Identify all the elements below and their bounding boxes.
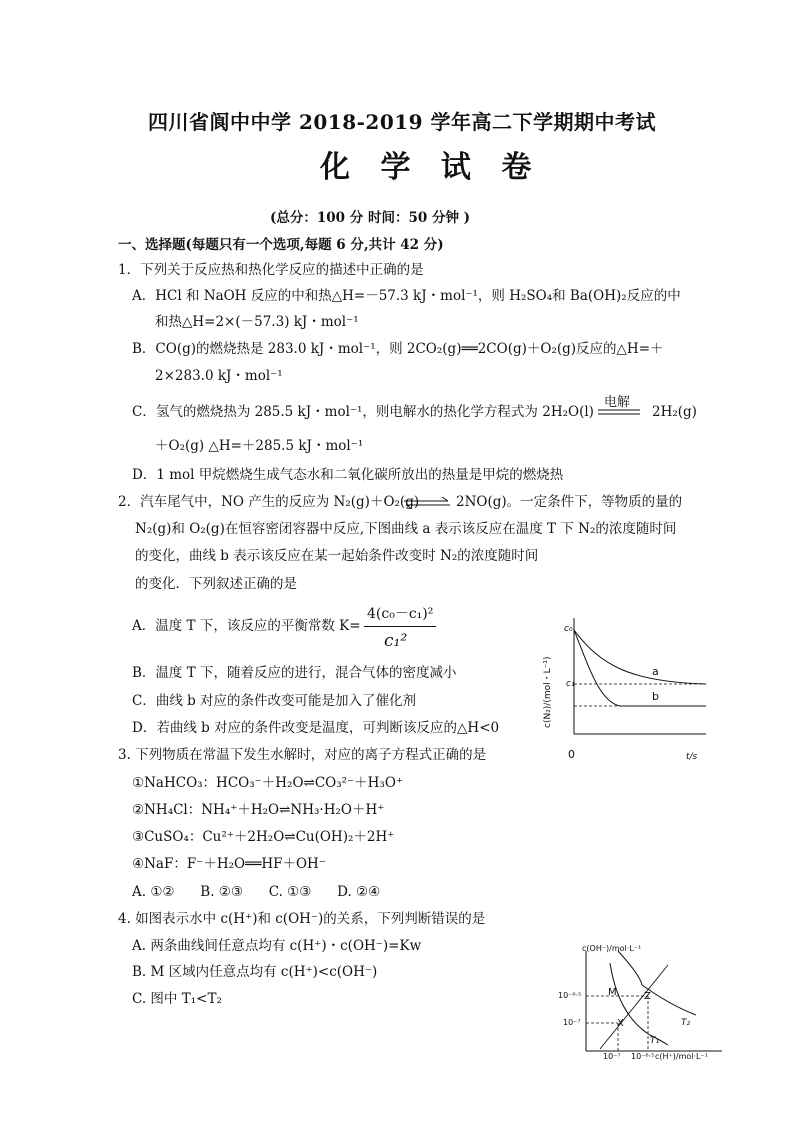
q1-stem: 1．下列关于反应热和热化学反应的描述中正确的是 [118, 262, 424, 278]
q2-stem-line4: 的变化．下列叙述正确的是 [135, 576, 297, 592]
q2-fraction-bar [364, 626, 436, 627]
q4-graph-label-t2: T₂ [681, 1018, 691, 1028]
q1-double-line-sign [598, 408, 640, 416]
q4-option-c: C. 图中 T₁<T₂ [132, 991, 222, 1007]
q4-graph-ylabel: c(OH⁻)/mol·L⁻¹ [582, 944, 642, 953]
q2-stem-line1a: 2．汽车尾气中，NO 产生的反应为 N₂(g)＋O₂(g) [118, 494, 420, 510]
q2-option-c: C．曲线 b 对应的条件改变可能是加入了催化剂 [132, 693, 417, 709]
q2-option-d: D．若曲线 b 对应的条件改变是温度，可判断该反应的△H<0 [132, 720, 500, 736]
q4-graph-label-t1: T₁ [650, 1036, 660, 1046]
q4-water-ion-graph [550, 945, 730, 1060]
section-heading: 一、选择题(每题只有一个选项,每题 6 分,共计 42 分) [118, 237, 444, 253]
q4-curve-t2 [618, 951, 696, 1015]
q4-stem: 4. 如图表示水中 c(H⁺)和 c(OH⁻)的关系，下列判断错误的是 [118, 911, 486, 927]
q4-graph-label-x: X [617, 1018, 624, 1029]
q2-curve-b [574, 630, 706, 706]
q4-option-b: B. M 区域内任意点均有 c(H⁺)<c(OH⁻) [132, 964, 378, 980]
q1-electrolysis-label: 电解 [604, 395, 631, 410]
q2-graph-c0: c₀ [564, 624, 573, 634]
q1-option-a-line2: 和热△H=2×(－57.3) kJ・mol⁻¹ [155, 314, 359, 330]
q2-graph-curve-a-label: a [652, 665, 659, 678]
q1-option-c-line1: C．氢气的燃烧热为 285.5 kJ・mol⁻¹，则电解水的热化学方程式为 2H₂O(l) [132, 404, 594, 420]
q3-equation-1: ①NaHCO₃：HCO₃⁻＋H₂O⇌CO₃²⁻＋H₃O⁺ [132, 775, 404, 791]
exam-meta: (总分：100 分 时间：50 分钟 ) [270, 210, 471, 226]
q2-graph-origin: 0 [568, 748, 575, 761]
q2-option-a-prefix: A．温度 T 下，该反应的平衡常数 K= [132, 618, 361, 634]
q2-option-b: B．温度 T 下，随着反应的进行，混合气体的密度减小 [132, 665, 457, 681]
q2-graph-c1: c₁ [566, 679, 575, 689]
q2-stem-line3: 的变化，曲线 b 表示该反应在某一起始条件改变时 N₂的浓度随时间 [135, 548, 539, 564]
q2-graph-curve-b-label: b [652, 690, 659, 703]
exam-subject-title: 化 学 试 卷 [320, 150, 542, 185]
q2-option-a-numerator: 4(c₀－c₁)² [367, 606, 434, 622]
q2-graph-xlabel: t/s [686, 752, 698, 762]
q4-graph-y-tick-1: 10⁻⁶·⁵ [558, 991, 582, 1000]
q2-graph-ylabel: c(N₂)/(mol・L⁻¹) [543, 656, 553, 728]
q4-graph-xlabel: c(H⁺)/mol·L⁻¹ [655, 1052, 708, 1061]
q3-options: A. ①② B. ②③ C. ①③ D. ②④ [132, 884, 381, 900]
q1-option-c-product: 2H₂(g) [652, 404, 697, 420]
q1-option-d: D．1 mol 甲烷燃烧生成气态水和二氧化碳所放出的热量是甲烷的燃烧热 [132, 467, 564, 483]
exam-school-title: 四川省阆中中学 2018-2019 学年高二下学期期中考试 [148, 110, 657, 134]
q3-equation-3: ③CuSO₄：Cu²⁺＋2H₂O⇌Cu(OH)₂＋2H⁺ [132, 829, 395, 845]
q4-graph-x-tick-2: 10⁻⁶·⁵ [631, 1052, 655, 1061]
q2-option-a-denominator: c₁² [384, 631, 408, 651]
q1-option-c-line2: ＋O₂(g) △H=＋285.5 kJ・mol⁻¹ [155, 438, 364, 454]
q2-concentration-graph [540, 610, 710, 770]
q4-graph-label-m: M [608, 987, 617, 998]
q1-option-b-line2: 2×283.0 kJ・mol⁻¹ [155, 368, 283, 384]
q4-graph-x-tick-1: 10⁻⁷ [603, 1052, 621, 1061]
q2-stem-line1b: 2NO(g)。一定条件下，等物质的量的 [456, 494, 683, 510]
q2-stem-line2: N₂(g)和 O₂(g)在恒容密闭容器中反应,下图曲线 a 表示该反应在温度 T 下 N₂的浓度随时间 [135, 521, 677, 537]
q3-stem: 3. 下列物质在常温下发生水解时，对应的离子方程式正确的是 [118, 747, 487, 763]
q4-option-a: A. 两条曲线间任意点均有 c(H⁺)・c(OH⁻)=Kw [132, 938, 422, 954]
q2-equilibrium-arrow-icon [402, 497, 452, 509]
q4-graph-label-z: Z [644, 991, 651, 1002]
q1-option-a-line1: A．HCl 和 NaOH 反应的中和热△H=－57.3 kJ・mol⁻¹，则 H₂SO₄和 Ba(OH)₂反应的中 [132, 288, 681, 304]
q1-option-b-line1: B．CO(g)的燃烧热是 283.0 kJ・mol⁻¹，则 2CO₂(g)══2CO(g)＋O₂(g)反应的△H=＋ [132, 341, 664, 357]
q2-curve-a [574, 630, 706, 684]
q3-equation-2: ②NH₄Cl：NH₄⁺＋H₂O⇌NH₃·H₂O＋H⁺ [132, 802, 385, 818]
q4-graph-y-tick-2: 10⁻⁷ [563, 1018, 581, 1027]
q3-equation-4: ④NaF：F⁻＋H₂O══HF＋OH⁻ [132, 856, 326, 872]
